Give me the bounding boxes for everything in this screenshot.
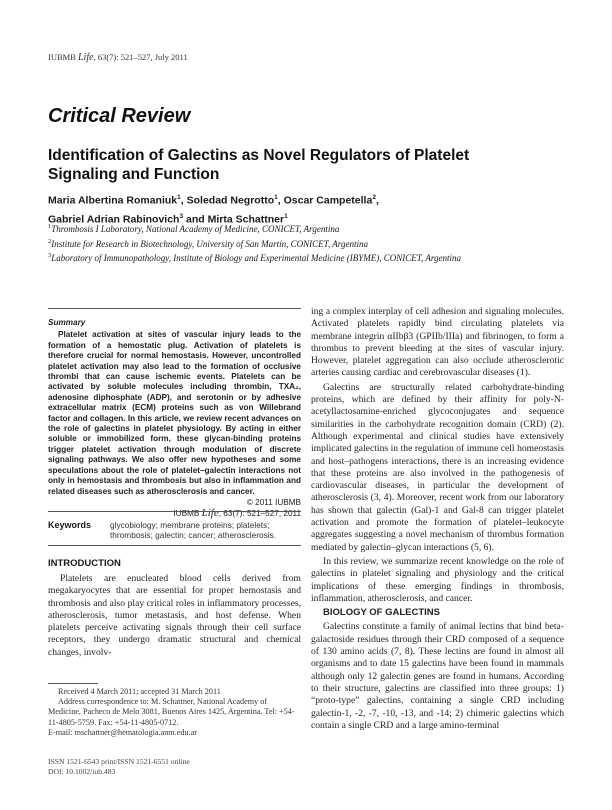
affiliation-item: [48, 221, 588, 236]
journal-citation-header: [48, 52, 188, 63]
affiliation-text: Laboratory of Immunopathology, Institute of Biology and Experimental Medicine (IBYME), CONICET, Argentina: [51, 253, 462, 263]
received-note: Received 4 March 2011; accepted 31 March 2011: [58, 687, 221, 696]
keywords-bottom-rule: [48, 545, 301, 546]
right-paragraph-2: Galectins are structurally related carbohydrate-binding proteins, which are defined by their affinity for poly-N-acetyllactosamine-enriched glycoconjugates and sequence similarities in the carbohydrate recognition domain (CRD) (2). Although experimental and clinical studies have extensively implicated galectins in the regulation of immune cell homeostasis and host–pathogens interactions, there is an increasing evidence that these proteins are also involved in the pathogenesis of cardiovascular diseases, in particular the development of atherosclerosis (3, 4). Moreover, recent work from our laboratory has shown that galectin (Gal)-1 and Gal-8 can trigger platelet activation and promote the formation of platelet–leukocyte aggregates suggesting a novel mechanism of thrombus formation mediated by galectin–glycan interactions (5, 6).: [311, 381, 564, 553]
right-paragraph-4: Galectins constitute a family of animal lectins that bind beta-galactoside residues through their CRD composed of a sequence of 130 amino acids (7, 8). These lectins are found in almost all organisms and to date 15 galectins have been found in mammals although only 12 galectin genes are found in humans. According to their structure, galectins are classified into three groups: 1) “proto-type” galectins, containing a single CRD including galectin-1, -2, -7, -10, -13, and -14; 2) chimeric galectins which contain a single CRD and a large amino-terminal: [311, 621, 564, 731]
footnotes-block: [48, 687, 301, 738]
doi-line: DOI: 10.1002/iub.483: [48, 766, 116, 776]
section-label: Critical Review: [48, 105, 191, 127]
author-name: Soledad Negrotto: [186, 194, 275, 207]
author-name: Gabriel Adrian Rabinovich: [48, 213, 180, 225]
introduction-heading: INTRODUCTION: [48, 558, 121, 569]
summary-block: [48, 318, 301, 520]
affiliation-item: [48, 236, 588, 251]
summary-cite-journal: Life: [201, 507, 219, 520]
address-note: Address correspondence to: M. Schattner, National Academy of Medicine, Pacheco de Melo 3081, Buenos Aires 1425, Argentina. Tel: +54-11-4805-5759. Fax: +54-11-4805-0712.: [48, 697, 295, 727]
author-separator: ,: [277, 194, 284, 207]
affiliation-marker: 2: [48, 237, 52, 245]
summary-heading: Summary: [48, 318, 86, 327]
right-paragraph-3: In this review, we summarize recent knowledge on the role of galectins in platelet signaling and physiology and the critical implications of these emerging findings in thrombosis, inflammation, atherosclerosis, and cancer.: [311, 555, 564, 604]
author-affiliation-marker: 1: [274, 194, 278, 201]
summary-cite-prefix: IUBMB: [173, 509, 200, 519]
biology-heading: BIOLOGY OF GALECTINS: [323, 607, 440, 619]
summary-text: Platelet activation at sites of vascular injury leads to the formation of a hemostatic plug. Activation of platelets is therefore crucial for normal hemostasis. However, uncontrolled platelet activation may also lead to the formation of occlusive thrombi that can cause ischemic events. Platelets can be activated by soluble molecules including thrombin, TXA₂, adenosine diphosphate (ADP), and serotonin or by adhesive extracellular matrix (ECM) proteins such as von Willebrand factor and collagen. In this article, we review recent advances on the role of galectins in platelet physiology. By acting in either soluble or immobilized form, these glycan-binding proteins trigger platelet activation through modulation of discrete signaling pathways. We also offer new hypotheses and some speculations about the role of platelet–galectin interactions not only in hemostasis and thrombosis but also in inflammation and related diseases such as atherosclerosis and cancer.: [48, 330, 301, 496]
affiliation-list: [48, 221, 588, 265]
author-name: Oscar Campetella: [283, 194, 373, 207]
summary-top-rule: [48, 308, 301, 309]
author-name: Mirta Schattner: [207, 213, 285, 225]
introduction-body: [48, 573, 301, 659]
affiliation-text: Thrombosis I Laboratory, National Academy of Medicine, CONICET, Argentina: [51, 224, 340, 234]
affiliation-marker: 3: [48, 252, 52, 259]
right-column: [311, 306, 564, 732]
footnote-rule: [48, 683, 98, 684]
summary-copyright: © 2011 IUBMB: [246, 497, 301, 507]
author-affiliation-marker: 1: [284, 212, 288, 220]
author-affiliation-marker: 1: [177, 194, 181, 201]
author-name: Maria Albertina Romaniuk: [48, 194, 178, 207]
issn-block: [48, 757, 190, 776]
journal-name: Life: [78, 52, 94, 63]
author-separator: and: [183, 213, 208, 225]
keywords-block: [48, 520, 301, 541]
keywords-top-rule: [48, 511, 301, 512]
author-line-1: [48, 190, 578, 209]
keywords-value: glycobiology; membrane proteins; platelets; thrombosis; galectin; cancer; atherosclerosis.: [110, 520, 277, 541]
author-affiliation-marker: 3: [179, 212, 184, 220]
right-paragraph-1: ing a complex interplay of cell adhesion and signaling molecules. Activated platelets rapidly bind circulating platelets via membrane integrin αIIbβ3 (GPIIb/IIIa) and fibrinogen, to form a thrombus to prevent bleeding at the sites of vascular injury. However, platelet aggregation can also occlude atherosclerotic arteries causing cardiac and cerebrovascular diseases (1).: [311, 306, 564, 379]
email-note: E-mail: mschattner@hematologia.anm.edu.ar: [48, 727, 197, 737]
author-separator: ,: [180, 194, 187, 207]
journal-details: , 63(7): 521–527, July 2011: [93, 52, 188, 62]
introduction-paragraph: Platelets are enucleated blood cells derived from megakaryocytes that are essential for proper hemostasis and thrombosis and also play critical roles in inflammatory processes, atherosclerosis, tumor metastasis, and host defense. When platelets perceive activating signals through their cell surface receptors, they undergo dramatic structural and chemical changes, involv-: [48, 573, 301, 658]
issn-line: ISSN 1521-6543 print/ISSN 1521-6551 online: [48, 757, 190, 766]
article-title: Identification of Galectins as Novel Regulators of Platelet Signaling and Function: [48, 147, 470, 183]
author-separator: ,: [375, 194, 379, 207]
summary-cite-details: , 63(7): 521–527, 2011: [218, 509, 301, 519]
keywords-label: Keywords: [48, 520, 92, 530]
affiliation-marker: 1: [48, 223, 52, 230]
affiliation-item: [48, 250, 588, 265]
author-affiliation-marker: 2: [372, 194, 376, 201]
journal-prefix: IUBMB: [48, 52, 76, 62]
affiliation-text: Institute for Research in Biotechnology, University of San Martín, CONICET, Argentina: [51, 238, 368, 249]
